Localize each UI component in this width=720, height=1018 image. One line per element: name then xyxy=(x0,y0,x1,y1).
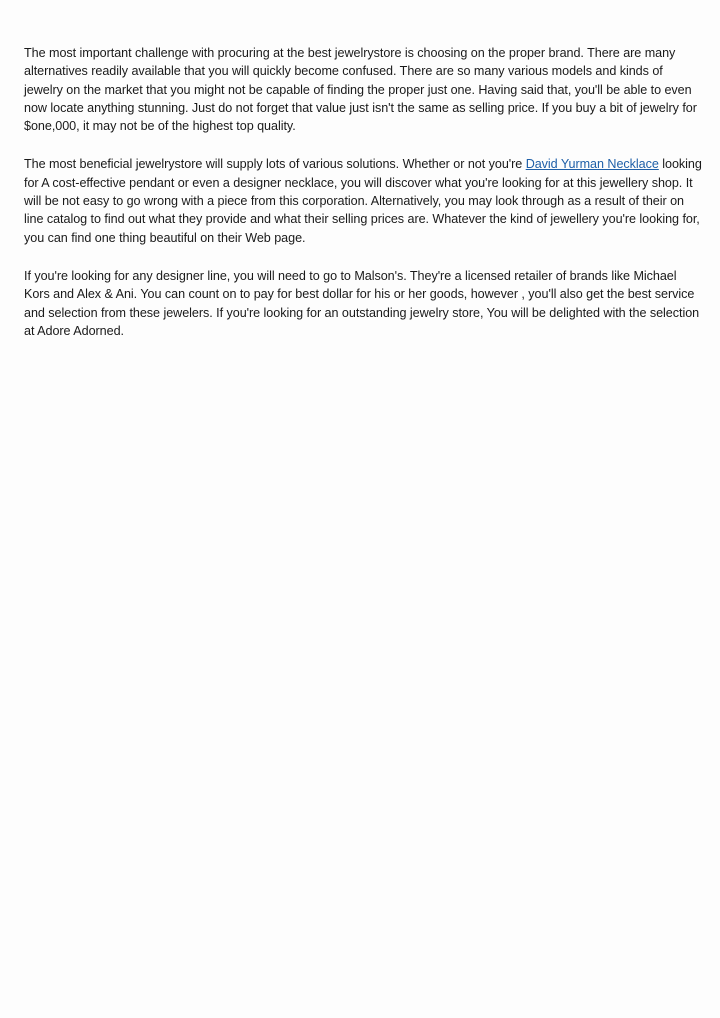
paragraph-1 xyxy=(24,44,704,135)
david-yurman-necklace-link[interactable]: David Yurman Necklace xyxy=(525,157,659,172)
paragraph-1-text: The most important challenge with procuring at the best jewelrystore is choosing on the proper brand. There are many alternatives readily available that you will quickly become confused. There are so many various models and kinds of jewelry on the market that you might not be capable of finding the proper just one. Having said that, you'll be able to even now locate anything stunning. Just do not forget that value just isn't the same as selling price. If you buy a bit of jewelry for $one,000, it may not be of the highest top quality. xyxy=(24,46,697,134)
paragraph-2-text-before-link: The most beneficial jewelrystore will supply lots of various solutions. Whether or not you're xyxy=(24,157,526,172)
paragraph-2-text-after-link: looking for A cost-effective pendant or even a designer necklace, you will discover what you're looking for at this jewellery shop. It will be not easy to go wrong with a piece from this corporation. Alternatively, you may look through as a result of their on line catalog to find out what they provide and what their selling prices are. Whatever the kind of jewellery you're looking for, you can find one thing beautiful on their Web page. xyxy=(24,157,702,245)
paragraph-3 xyxy=(24,267,704,340)
paragraph-2 xyxy=(24,155,704,246)
paragraph-3-text: If you're looking for any designer line, you will need to go to Malson's. They're a licensed retailer of brands like Michael Kors and Alex & Ani. You can count on to pay for best dollar for his or her goods, however , you'll also get the best service and selection from these jewelers. If you're looking for an outstanding jewelry store, You will be delighted with the selection at Adore Adorned. xyxy=(24,268,700,338)
